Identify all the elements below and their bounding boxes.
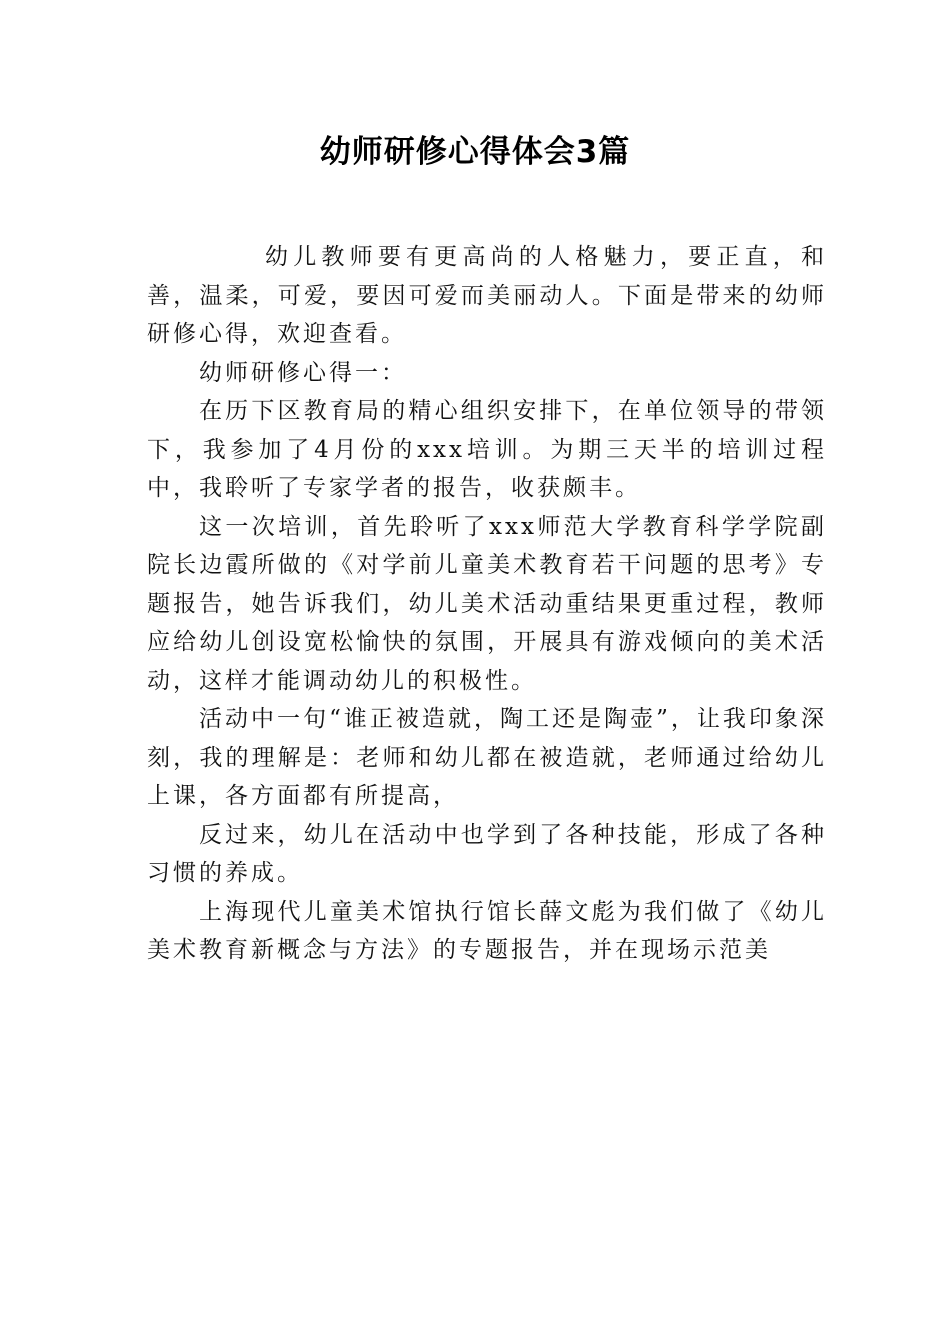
document-title: 幼师研修心得体会3篇 <box>319 134 631 170</box>
document-body <box>147 238 827 970</box>
paragraph: 在历下区教育局的精心组织安排下，在单位领导的带领下，我参加了4月份的xxx培训。为期三天半的培训过程中，我聆听了专家学者的报告，收获颇丰。 <box>147 398 827 501</box>
paragraph: 活动中一句“谁正被造就，陶工还是陶壶”，让我印象深刻，我的理解是：老师和幼儿都在被造就，老师通过给幼儿上课，各方面都有所提高， <box>147 706 827 809</box>
paragraph: 反过来，幼儿在活动中也学到了各种技能，形成了各种习惯的养成。 <box>147 821 827 886</box>
paragraph: 这一次培训，首先聆听了xxx师范大学教育科学学院副院长边霞所做的《对学前儿童美术教育若干问题的思考》专题报告，她告诉我们，幼儿美术活动重结果更重过程，教师应给幼儿创设宽松愉快的氛围，开展具有游戏倾向的美术活动，这样才能调动幼儿的积极性。 <box>147 513 827 694</box>
paragraph-intro: 幼儿教师要有更高尚的人格魅力，要正直，和善，温柔，可爱，要因可爱而美丽动人。下面是带来的幼师研修心得，欢迎查看。 <box>147 244 827 347</box>
paragraph: 上海现代儿童美术馆执行馆长薛文彪为我们做了《幼儿美术教育新概念与方法》的专题报告，并在现场示范美 <box>147 898 827 963</box>
section-heading: 幼师研修心得一： <box>199 359 407 386</box>
